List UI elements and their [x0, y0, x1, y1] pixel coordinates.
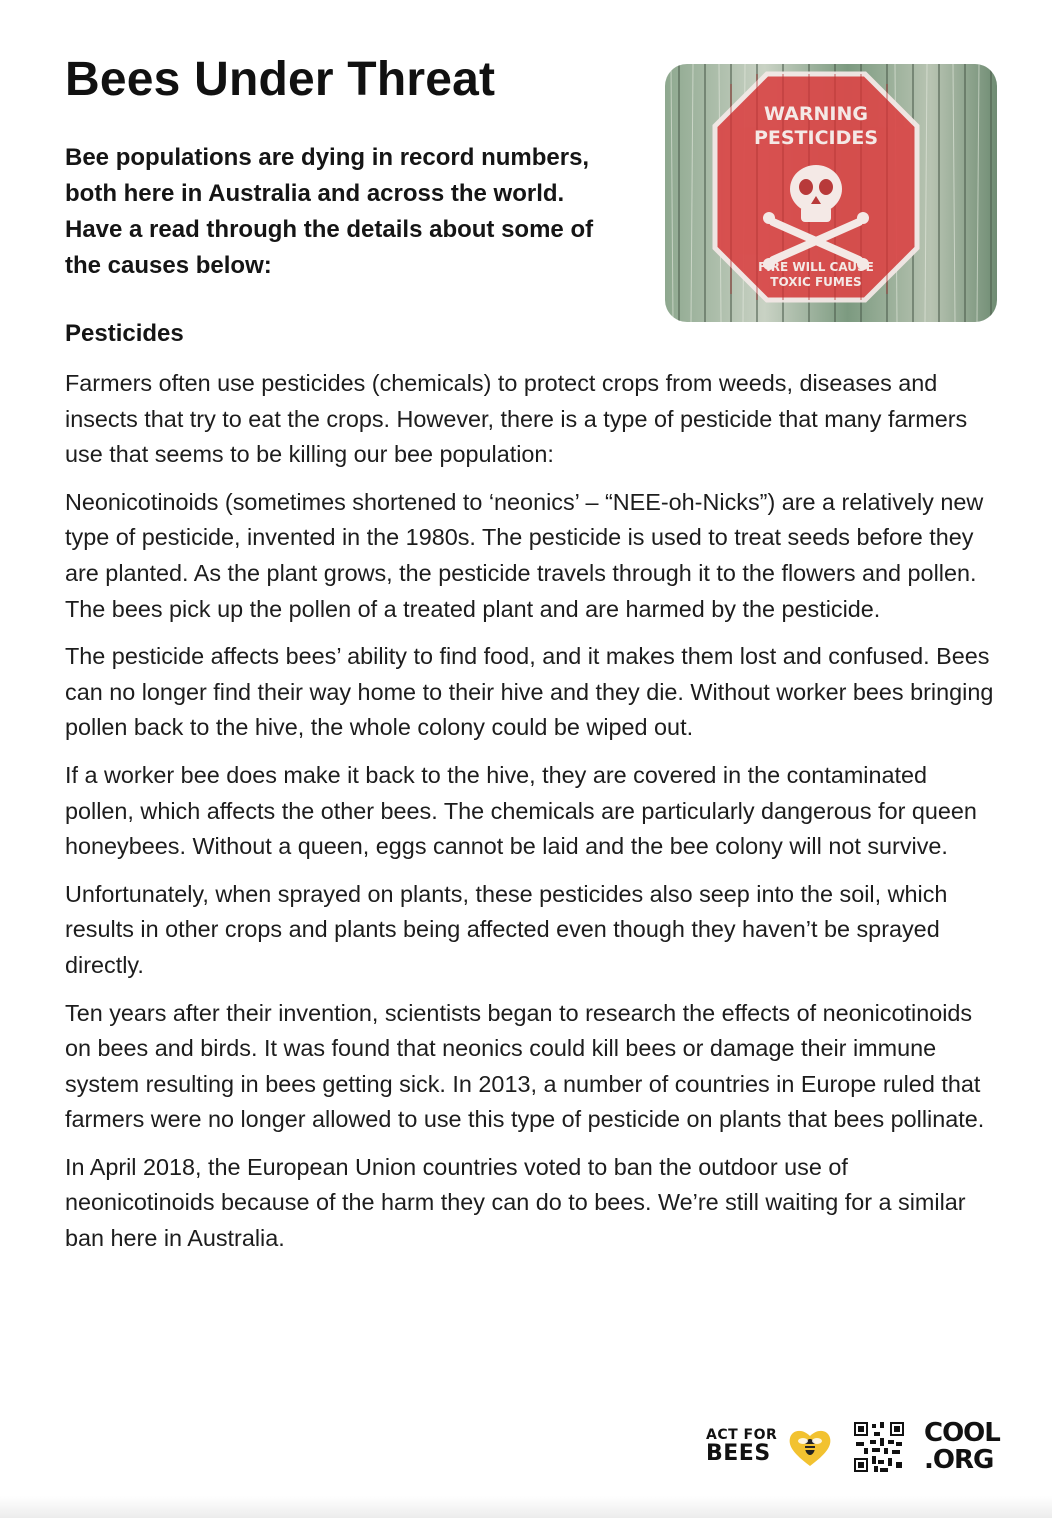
act-logo-line1: ACT FOR: [706, 1427, 778, 1443]
paragraph: Ten years after their invention, scientists began to research the effects of neonicotinoids on bees and birds. It was found that neonics could kill bees or damage their immune system resulting in bees getting sick. In 2013, a number of countries in Europe ruled that farmers were no longer allowed to use this type of pesticide on plants that bees pollinate.: [65, 999, 985, 1133]
warning-pesticides-image: [665, 64, 997, 322]
act-logo-line2: BEES: [706, 1441, 771, 1466]
svg-text:FIRE WILL CAUSE: FIRE WILL CAUSE: [758, 260, 874, 274]
section-heading-pesticides: Pesticides: [65, 320, 184, 347]
qr-code-icon: [854, 1422, 904, 1472]
paragraph: The pesticide affects bees’ ability to find food, and it makes them lost and confused. Bees can no longer find their way home to their hive and they die. Without worker bees bringing pollen back to the hive, the whole colony could be wiped out.: [65, 643, 994, 741]
svg-text:PESTICIDES: PESTICIDES: [753, 127, 879, 149]
act-for-bees-logo: [706, 1422, 830, 1472]
cool-logo-line1: COOL: [924, 1418, 1000, 1448]
footer-logos: [700, 1418, 1000, 1476]
page-title: Bees Under Threat: [65, 53, 496, 106]
paragraph: Unfortunately, when sprayed on plants, these pesticides also seep into the soil, which results in other crops and plants being affected even though they haven’t be sprayed directly.: [65, 880, 948, 978]
svg-text:TOXIC FUMES: TOXIC FUMES: [770, 275, 862, 289]
svg-text:WARNING: WARNING: [764, 103, 868, 125]
cool-logo-line2: .ORG: [924, 1445, 994, 1475]
cool-org-logo: [924, 1420, 1000, 1476]
paragraph: Farmers often use pesticides (chemicals) to protect crops from weeds, diseases and insects that try to eat the crops. However, there is a type of pesticide that many farmers use that seems to be killing our bee population:: [65, 370, 968, 468]
paragraph: If a worker bee does make it back to the hive, they are covered in the contaminated pollen, which affects the other bees. The chemicals are particularly dangerous for queen honeybees. Without a queen, eggs cannot be laid and the bee colony will not survive.: [65, 761, 977, 860]
page-bottom-shadow: [0, 1496, 1052, 1518]
heart-bee-icon: [788, 1428, 832, 1468]
article-body: [65, 366, 1000, 1269]
intro-text: Bee populations are dying in record numbers, both here in Australia and across the world. Have a read through the details about some of the causes below:: [65, 144, 594, 279]
paragraph: Neonicotinoids (sometimes shortened to ‘neonics’ – “NEE-oh-Nicks”) are a relatively new type of pesticide, invented in the 1980s. The pesticide is used to treat seeds before they are planted. As the plant grows, the pesticide travels through it to the flowers and pollen. The bees pick up the pollen of a treated plant and are harmed by the pesticide.: [65, 488, 984, 622]
paragraph: In April 2018, the European Union countries voted to ban the outdoor use of neonicotinoids because of the harm they can do to bees. We’re still waiting for a similar ban here in Australia.: [65, 1153, 966, 1252]
